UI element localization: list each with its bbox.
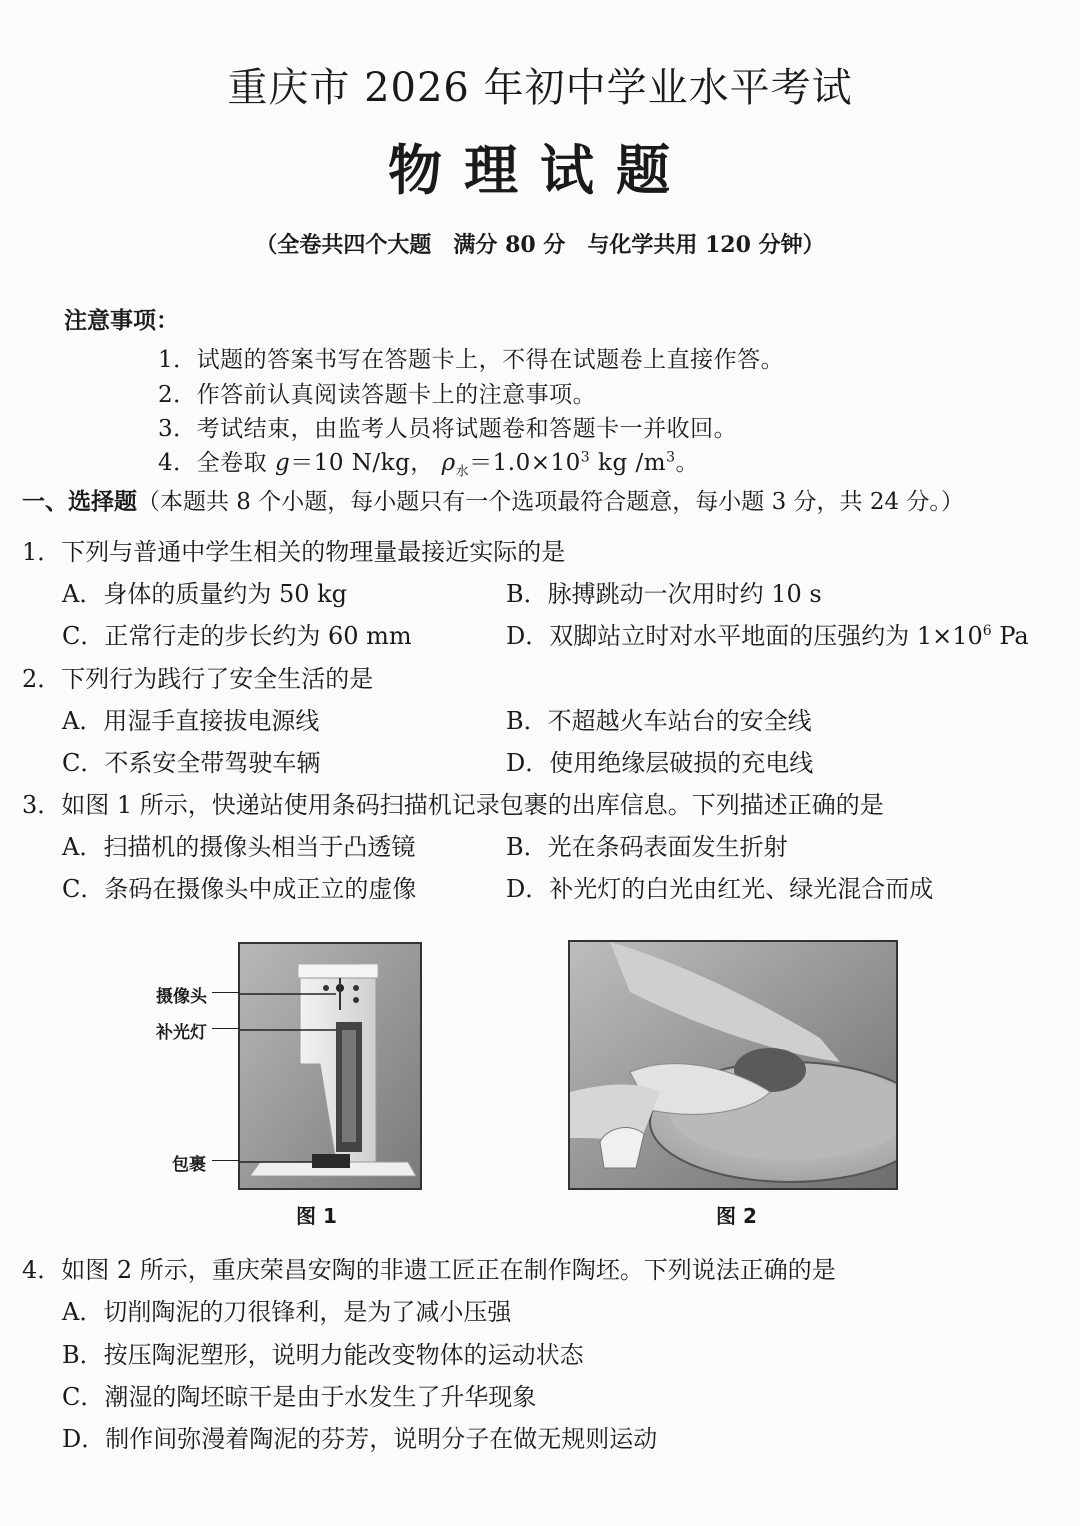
note-item-4: 4．全卷取 g＝10 N/kg， $\rho_水=1.0\times 10^3$ kg $/m^3$。 bbox=[158, 449, 699, 480]
figure-1-scanner bbox=[238, 942, 422, 1190]
note-item-3: 3．考试结束，由监考人员将试题卷和答题卡一并收回。 bbox=[158, 416, 738, 442]
q4-option-c: C．潮湿的陶坯晾干是由于水发生了升华现象 bbox=[62, 1383, 537, 1411]
subject-title: 物理试题 bbox=[388, 138, 692, 202]
note-item-2: 2．作答前认真阅读答题卡上的注意事项。 bbox=[158, 382, 597, 408]
callout-fill-light: 补光灯 bbox=[156, 1023, 207, 1043]
question-3-stem: 3．如图 1 所示，快递站使用条码扫描机记录包裹的出库信息。下列描述正确的是 bbox=[22, 791, 884, 819]
question-2-stem: 2．下列行为践行了安全生活的是 bbox=[22, 665, 374, 693]
q1-option-b: B．脉搏跳动一次用时约 10 s bbox=[506, 580, 822, 608]
question-1-stem: 1．下列与普通中学生相关的物理量最接近实际的是 bbox=[22, 538, 566, 566]
q2-option-d: D．使用绝缘层破损的充电线 bbox=[506, 749, 814, 777]
notes-heading: 注意事项： bbox=[64, 307, 179, 334]
q3-option-c: C．条码在摄像头中成正立的虚像 bbox=[62, 875, 417, 903]
pottery-illustration bbox=[570, 942, 896, 1188]
exam-title: 重庆市 2026 年初中学业水平考试 bbox=[227, 65, 853, 111]
exam-info: （全卷共四个大题 满分 80 分 与化学共用 120 分钟） bbox=[255, 232, 825, 258]
callout-line-light bbox=[212, 1028, 240, 1029]
q2-option-b: B．不超越火车站台的安全线 bbox=[506, 707, 812, 735]
q4-option-b: B．按压陶泥塑形，说明力能改变物体的运动状态 bbox=[62, 1341, 584, 1369]
question-4-stem: 4．如图 2 所示，重庆荣昌安陶的非遗工匠正在制作陶坯。下列说法正确的是 bbox=[22, 1256, 836, 1284]
q3-option-d: D．补光灯的白光由红光、绿光混合而成 bbox=[506, 875, 934, 903]
scanner-illustration bbox=[240, 944, 420, 1188]
q1-option-c: C．正常行走的步长约为 60 mm bbox=[62, 622, 412, 650]
callout-line-camera bbox=[212, 992, 240, 993]
section-heading: 一、选择题（本题共 8 个小题，每小题只有一个选项最符合题意，每小题 3 分，共 24 分。） bbox=[22, 488, 964, 515]
q1-option-a: A．身体的质量约为 50 kg bbox=[62, 580, 348, 608]
figure-2-pottery bbox=[568, 940, 898, 1190]
note-item-1: 1．试题的答案书写在答题卡上，不得在试题卷上直接作答。 bbox=[158, 347, 785, 373]
figure-2-label: 图 2 bbox=[716, 1204, 757, 1228]
callout-package: 包裹 bbox=[172, 1155, 206, 1175]
q3-option-b: B．光在条码表面发生折射 bbox=[506, 833, 788, 861]
callout-camera: 摄像头 bbox=[156, 987, 207, 1007]
q3-option-a: A．扫描机的摄像头相当于凸透镜 bbox=[62, 833, 416, 861]
q1-option-d: D．双脚站立时对水平地面的压强约为 $1\times 10^6$ Pa bbox=[506, 622, 1029, 650]
figure-1-label: 图 1 bbox=[296, 1204, 337, 1228]
q2-option-a: A．用湿手直接拔电源线 bbox=[62, 707, 320, 735]
q4-option-d: D．制作间弥漫着陶泥的芬芳，说明分子在做无规则运动 bbox=[62, 1425, 658, 1453]
q4-option-a: A．切削陶泥的刀很锋利，是为了减小压强 bbox=[62, 1298, 512, 1326]
q2-option-c: C．不系安全带驾驶车辆 bbox=[62, 749, 321, 777]
callout-line-package bbox=[212, 1160, 240, 1161]
